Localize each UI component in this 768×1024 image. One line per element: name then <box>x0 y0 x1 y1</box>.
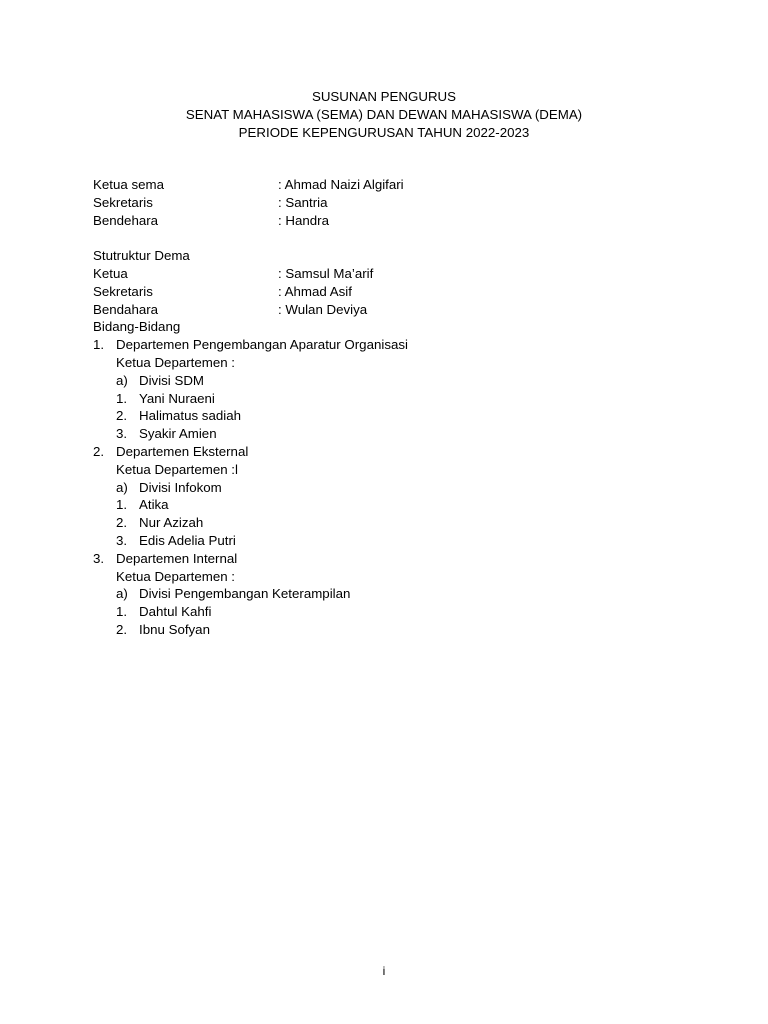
list-marker: a) <box>116 586 128 602</box>
department-item <box>93 336 728 354</box>
member-item <box>93 390 728 408</box>
list-number: 3. <box>93 550 105 566</box>
dema-row-ketua <box>93 265 728 283</box>
department-name: Departemen Pengembangan Aparatur Organisasi <box>116 337 408 353</box>
division-name: Divisi Infokom <box>139 479 222 495</box>
department-name: Departemen Internal <box>116 550 238 566</box>
sema-row-ketua <box>93 176 728 194</box>
list-number: 2. <box>93 443 105 459</box>
field-label: Ketua sema <box>93 177 164 192</box>
document-body <box>93 176 728 639</box>
list-number: 2. <box>116 515 128 531</box>
member-name: Yani Nuraeni <box>139 390 215 406</box>
member-name: Atika <box>139 497 169 513</box>
member-name: Nur Azizah <box>139 515 204 531</box>
member-name: Ibnu Sofyan <box>139 621 210 637</box>
field-label: Sekretaris <box>93 194 153 210</box>
field-label: Bendehara <box>93 212 159 228</box>
field-value: : Samsul Ma’arif <box>278 265 374 281</box>
department-head: Ketua Departemen :l <box>116 461 238 477</box>
division-item <box>93 479 728 497</box>
member-name: Dahtul Kahfi <box>139 604 212 620</box>
list-number: 1. <box>93 337 105 353</box>
sema-row-sekretaris <box>93 194 728 212</box>
member-item <box>93 496 728 514</box>
page-number: i <box>382 964 386 978</box>
department-head: Ketua Departemen : <box>116 354 236 370</box>
list-number: 1. <box>116 497 128 513</box>
department-head: Ketua Departemen : <box>116 568 236 584</box>
title-line-3: PERIODE KEPENGURUSAN TAHUN 2022-2023 <box>238 125 530 140</box>
member-name: Syakir Amien <box>139 426 217 442</box>
dema-row-bendahara <box>93 301 728 319</box>
field-value: : Ahmad Naizi Algifari <box>278 177 404 192</box>
division-item <box>93 372 728 390</box>
list-number: 2. <box>116 408 128 424</box>
division-item <box>93 585 728 603</box>
member-item <box>93 514 728 532</box>
list-marker: a) <box>116 479 128 495</box>
division-name: Divisi Pengembangan Keterampilan <box>139 586 351 602</box>
member-item <box>93 603 728 621</box>
sema-row-bendahara <box>93 212 728 230</box>
field-value: : Ahmad Asif <box>278 283 352 299</box>
field-value: : Handra <box>278 212 329 228</box>
list-number: 3. <box>116 532 128 548</box>
department-item <box>93 443 728 461</box>
list-marker: a) <box>116 372 128 388</box>
title-line-2: SENAT MAHASISWA (SEMA) DAN DEWAN MAHASISWA (DEMA) <box>185 107 583 122</box>
department-item <box>93 550 728 568</box>
dema-row-sekretaris <box>93 283 728 301</box>
document-title <box>0 88 768 142</box>
field-value: : Santria <box>278 194 328 210</box>
member-name: Edis Adelia Putri <box>139 532 236 548</box>
bidang-heading: Bidang-Bidang <box>93 319 181 335</box>
field-label: Ketua <box>93 265 128 281</box>
list-number: 3. <box>116 426 128 442</box>
title-line-1: SUSUNAN PENGURUS <box>311 89 457 104</box>
department-name: Departemen Eksternal <box>116 443 249 459</box>
list-number: 1. <box>116 604 128 620</box>
field-label: Sekretaris <box>93 283 153 299</box>
division-name: Divisi SDM <box>139 372 205 388</box>
member-name: Halimatus sadiah <box>139 408 241 424</box>
dema-heading: Stutruktur Dema <box>93 248 190 264</box>
field-value: : Wulan Deviya <box>278 301 368 317</box>
list-number: 2. <box>116 621 128 637</box>
member-item <box>93 425 728 443</box>
member-item <box>93 532 728 550</box>
member-item <box>93 407 728 425</box>
member-item <box>93 621 728 639</box>
field-label: Bendahara <box>93 301 159 317</box>
list-number: 1. <box>116 390 128 406</box>
